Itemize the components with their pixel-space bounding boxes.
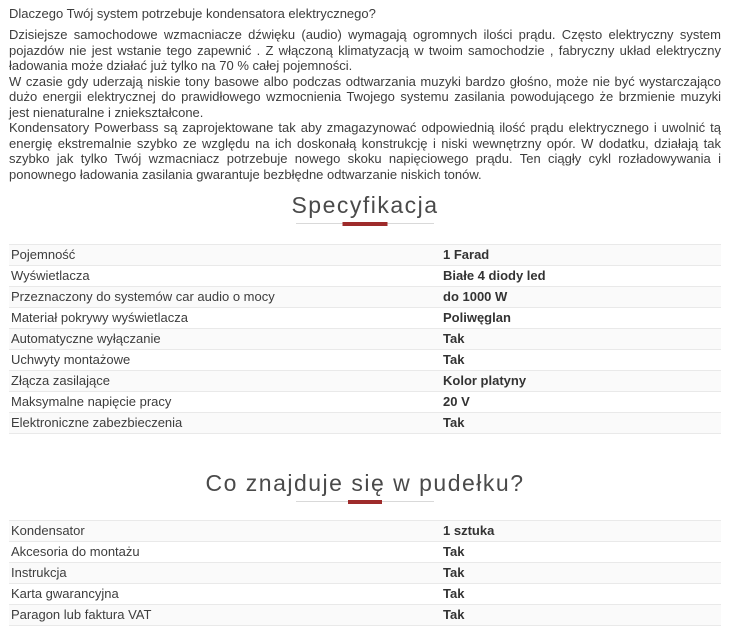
- table-row: [9, 371, 721, 392]
- intro-paragraph: Dzisiejsze samochodowe wzmacniacze dźwięku (audio) wymagają ogromnych ilości prądu. Często elektryczny system pojazdów nie jest wstanie tego zapewnić . Z włączoną klimatyzacją w twoim samochodzie , fabryczny układ elektryczny ładowania może działać już tylko na 70 % całej pojemności.: [9, 27, 721, 73]
- spec-label: Maksymalne napięcie pracy: [11, 394, 172, 409]
- box-item-value: Tak: [443, 607, 465, 622]
- box-item-value: Tak: [443, 586, 465, 601]
- box-item-value: Tak: [443, 544, 465, 559]
- table-row: [9, 266, 721, 287]
- specification-heading: Specyfikacja: [291, 192, 439, 218]
- spec-value: Tak: [443, 415, 465, 430]
- table-row: [9, 287, 721, 308]
- table-row: [9, 542, 721, 563]
- spec-value: Białe 4 diody led: [443, 268, 546, 283]
- intro-paragraph: W czasie gdy uderzają niskie tony basowe albo podczas odtwarzania muzyki bardzo głośno, może nie być wystarczająco dużo energii elektrycznej do prawidłowego wzmocnienia Twojego systemu zasilania powodującego że brzmienie muzyki jest nienaturalne i zniekształcone.: [9, 73, 721, 120]
- box-item-label: Paragon lub faktura VAT: [11, 607, 152, 622]
- table-row: [9, 413, 721, 434]
- intro-paragraph: Kondensatory Powerbass są zaprojektowane tak aby zmagazynować odpowiednią ilość prądu elektrycznego i uwolnić tą energię ekstremalnie szybko ze względu na ich doskonałą konstrukcję i niski wewnętrzny opór. W dodatku, działają tak szybko jak tylko Twój wzmacniacz potrzebuje nowego skoku napięciowego prądu. Ten ciągły cykl rozładowywania i ponownego ładowania zasilania gwarantuje bezbłędne odtwarzanie niskich tonów.: [9, 120, 721, 182]
- spec-value: Poliwęglan: [443, 310, 511, 325]
- table-row: [9, 392, 721, 413]
- box-item-value: 1 sztuka: [443, 523, 495, 538]
- spec-value: 20 V: [443, 394, 470, 409]
- spec-label: Przeznaczony do systemów car audio o mocy: [11, 289, 275, 304]
- box-contents-heading: Co znajduje się w pudełku?: [205, 470, 525, 496]
- spec-label: Wyświetlacza: [11, 268, 90, 283]
- spec-value: Kolor platyny: [443, 373, 527, 388]
- box-item-label: Akcesoria do montażu: [11, 544, 140, 559]
- spec-value: 1 Farad: [443, 247, 490, 262]
- specification-table: [9, 244, 721, 434]
- box-contents-table: [9, 520, 721, 626]
- section-box-contents: [9, 470, 721, 626]
- divider-accent: [343, 222, 388, 226]
- table-row: [9, 245, 721, 266]
- intro-title: Dlaczego Twój system potrzebuje kondensatora elektrycznego?: [9, 6, 376, 21]
- box-item-label: Kondensator: [11, 523, 85, 538]
- intro-paragraphs: [9, 27, 721, 182]
- table-row: [9, 605, 721, 626]
- table-row: [9, 563, 721, 584]
- spec-value: do 1000 W: [443, 289, 508, 304]
- spec-value: Tak: [443, 331, 465, 346]
- box-item-label: Karta gwarancyjna: [11, 586, 119, 601]
- section-specification: [9, 192, 721, 434]
- table-row: [9, 350, 721, 371]
- spec-label: Materiał pokrywy wyświetlacza: [11, 310, 188, 325]
- spec-value: Tak: [443, 352, 465, 367]
- spec-label: Uchwyty montażowe: [11, 352, 131, 367]
- spec-label: Pojemność: [11, 247, 76, 262]
- divider-accent: [348, 500, 382, 504]
- box-item-value: Tak: [443, 565, 465, 580]
- table-row: [9, 329, 721, 350]
- box-item-label: Instrukcja: [11, 565, 67, 580]
- spec-label: Automatyczne wyłączanie: [11, 331, 161, 346]
- spec-label: Elektroniczne zabezbieczenia: [11, 415, 183, 430]
- heading-divider: [296, 223, 434, 224]
- table-row: [9, 521, 721, 542]
- heading-divider: [296, 501, 434, 502]
- table-row: [9, 308, 721, 329]
- spec-label: Złącza zasilające: [11, 373, 110, 388]
- table-row: [9, 584, 721, 605]
